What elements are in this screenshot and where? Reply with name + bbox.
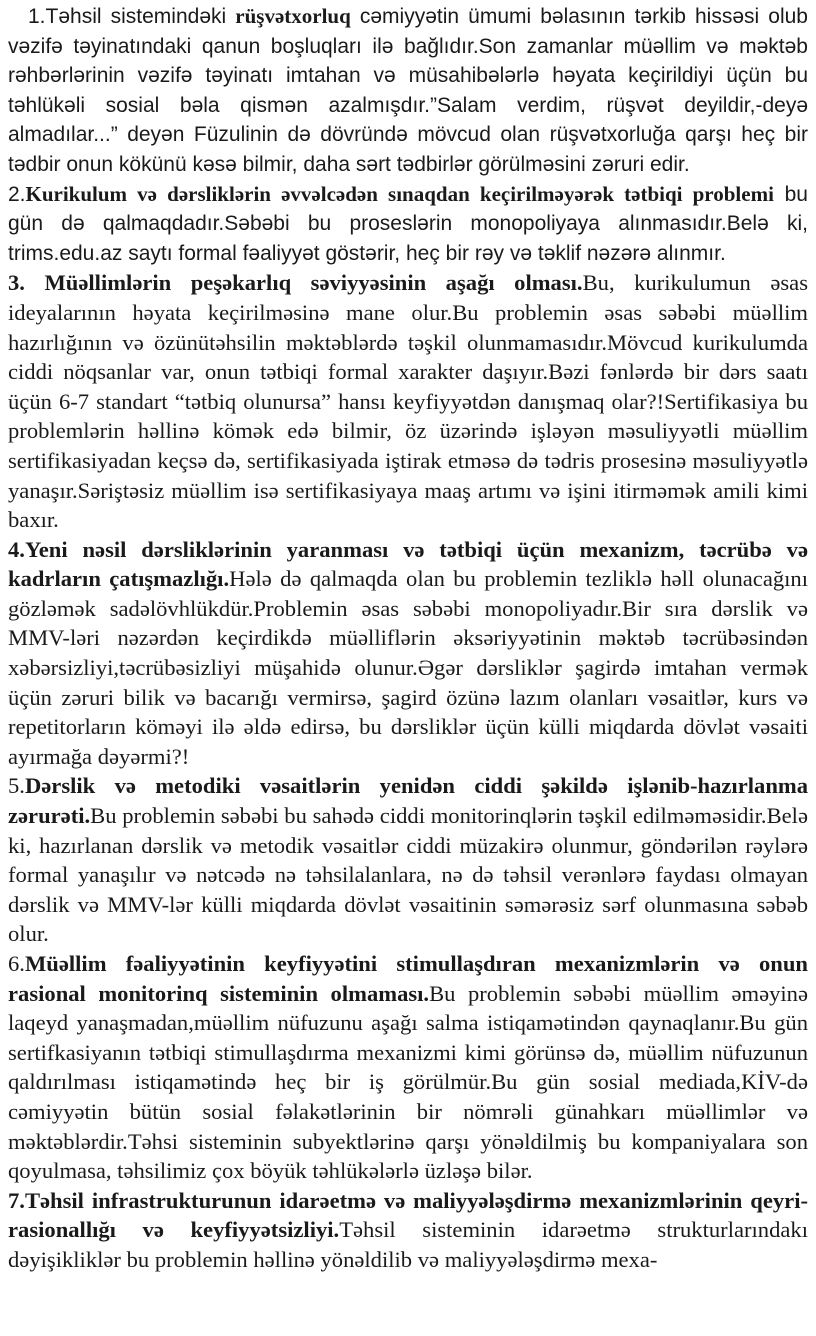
- paragraph-heading: Yeni nəsil dərsliklərinin yaranması və tətbiqi üçün mexanizm, təcrübə və kadrların çatışmazlığı.: [8, 536, 808, 592]
- paragraph-3: [8, 268, 808, 534]
- paragraph-7: [8, 1186, 808, 1275]
- paragraph-4: [8, 535, 808, 772]
- paragraph-heading: Dərslik və metodiki vəsaitlərin yenidən ciddi şəkildə işlənib-hazırlanma zərurəti.: [8, 773, 808, 829]
- paragraph-number: 1.: [28, 5, 46, 28]
- paragraph-1: [8, 2, 808, 180]
- paragraph-number: 7.: [8, 1187, 25, 1213]
- paragraph-number: 5.: [8, 773, 25, 799]
- paragraph-heading: Təhsil infrastrukturunun idarəetmə və maliyyələşdirmə mexanizmlərinin qeyri-rasionallığı və keyfiyyətsizliyi.: [8, 1187, 808, 1243]
- paragraph-2: [8, 180, 808, 269]
- paragraph-6: [8, 949, 808, 1186]
- paragraph-heading: Müəllim fəaliyyətinin keyfiyyətini stimullaşdıran mexanizmlərin və onun rasional monitorinq sisteminin olmaması.: [8, 951, 808, 1006]
- paragraph-body: Hələ də qalmaqda olan bu problemin tezliklə həll olunacağını gözləmək sadəlövhlükdür.Problemin əsas səbəbi monopoliyadır.Bir sıra dərslik və MMV-ləri nəzərdən keçirdikdə müəlliflərin əksəriyyətinin məktəb təcrübəsindən xəbərsizliyi,təcrübəsizliyi müşahidə olunur.Əgər dərsliklər şagirdə imtahan vermək üçün zəruri bilik və bacarığı vermirsə, şagird özünə lazım olanları vəsaitlər, kurs və repetitorların köməyi ilə əldə edirsə, bu dərsliklər üçün külli miqdarda dövlət vəsaiti ayırmağa dəyərmi?!: [8, 566, 808, 769]
- paragraph-number: 3.: [8, 270, 25, 296]
- paragraph-number: 4.: [8, 536, 25, 562]
- paragraph-number: 2.: [8, 182, 26, 206]
- paragraph-lead-text: Təhsil sistemindəki: [45, 5, 236, 28]
- paragraph-body: Bu, kurikulumun əsas ideyalarının həyata keçirilməsinə mane olur.Bu problemin əsas səbəbi müəllim hazırlığının və özünütəhsilin məktəblərdə təşkil olunmamasıdır.Mövcud kurikulumda ciddi nöqsanlar var, onun tətbiqi formal xarakter daşıyır.Bəzi fənlərdə bir dərs saatı üçün 6-7 standart “tətbiq olunursa” hansı keyfiyyətdən danışmaq olar?!Sertifikasiya bu problemlərin həllinə kömək edə bilmir, öz üzərində işləyən məsuliyyətli müəllim sertifikasiyadan keçsə də, sertifikasiyada iştirak etməsə də tədris prosesinə məsuliyyətlə yanaşır.Səriştəsiz müəllim isə sertifikasiyaya maaş artımı və işini itirməmək amili kimi baxır.: [8, 270, 808, 533]
- paragraph-body: bu gün də qalmaqdadır.Səbəbi bu proseslərin monopoliyaya alınmasıdır.Belə ki, trims.edu.az saytı formal fəaliyyət göstərir, heç bir rəy və təklif nəzərə alınmır.: [8, 182, 808, 265]
- paragraph-heading: Kurikulum və dərsliklərin əvvəlcədən sınaqdan keçirilməyərək tətbiqi problemi: [25, 181, 774, 206]
- paragraph-body: Təhsil sisteminin idarəetmə strukturlarındakı dəyişikliklər bu problemin həllinə yönəldilib və maliyyələşdirmə mexa-: [8, 1217, 809, 1272]
- paragraph-body: cəmiyyətin ümumi bəlasının tərkib hissəsi olub vəzifə təyinatındaki qanun boşluqları ilə bağlıdır.Son zamanlar müəllim və məktəb rəhbərlərinin vəzifə təyinatı imtahan və müsahibələrlə həyata keçirildiyi üçün bu təhlükəli sosial bəla qismən azalmışdır.”Salam verdim, rüşvət deyildir,-deyə almadılar...” deyən Füzulinin də dövründə mövcud olan rüşvətxorluğa qarşı heç bir tədbir onun kökünü kəsə bilmir, daha sərt tədbirlər görülməsini zəruri edir.: [8, 5, 808, 176]
- paragraph-heading: rüşvətxorluq: [235, 4, 351, 28]
- paragraph-number: 6.: [8, 951, 25, 976]
- paragraph-5: [8, 771, 808, 949]
- paragraph-heading: Müəllimlərin peşəkarlıq səviyyəsinin aşağı olması.: [44, 270, 583, 296]
- paragraph-body: Bu problemin səbəbi müəllim əməyinə laqeyd yanaşmadan,müəllim nüfuzunu aşağı salma istiqamətindən qaynaqlanır.Bu gün sertifkasiyanın tətbiqi stimullaşdırma mexanizmi kimi görünsə də, müəllim nüfuzunun qaldırılması istiqamətində heç bir iş görülmür.Bu gün sosial mediada,KİV-də cəmiyyətin bütün sosial fəlakətlərinin bir nömrəli günahkarı müəllimlər və məktəblərdir.Təhsi sisteminin subyektlərinə qarşı yönəldilmiş bu kompaniyalara son qoyulmasa, təhsilimiz çox böyük təhlükələrlə üzləşə bilər.: [8, 980, 808, 1184]
- paragraph-body: Bu problemin səbəbi bu sahədə ciddi monitorinqlərin təşkil edilməməsidir.Belə ki, hazırlanan dərslik və metodik vəsaitlər ciddi müzakirə olunmur, göndərilən rəylərə formal yanaşılır və nətcədə nə təhsilalanlara, nə də təhsil verənlərə faydası olmayan dərslik və MMV-lər külli miqdarda dövlət vəsaitinin səmərəsiz sərf olunmasına səbəb olur.: [8, 803, 808, 947]
